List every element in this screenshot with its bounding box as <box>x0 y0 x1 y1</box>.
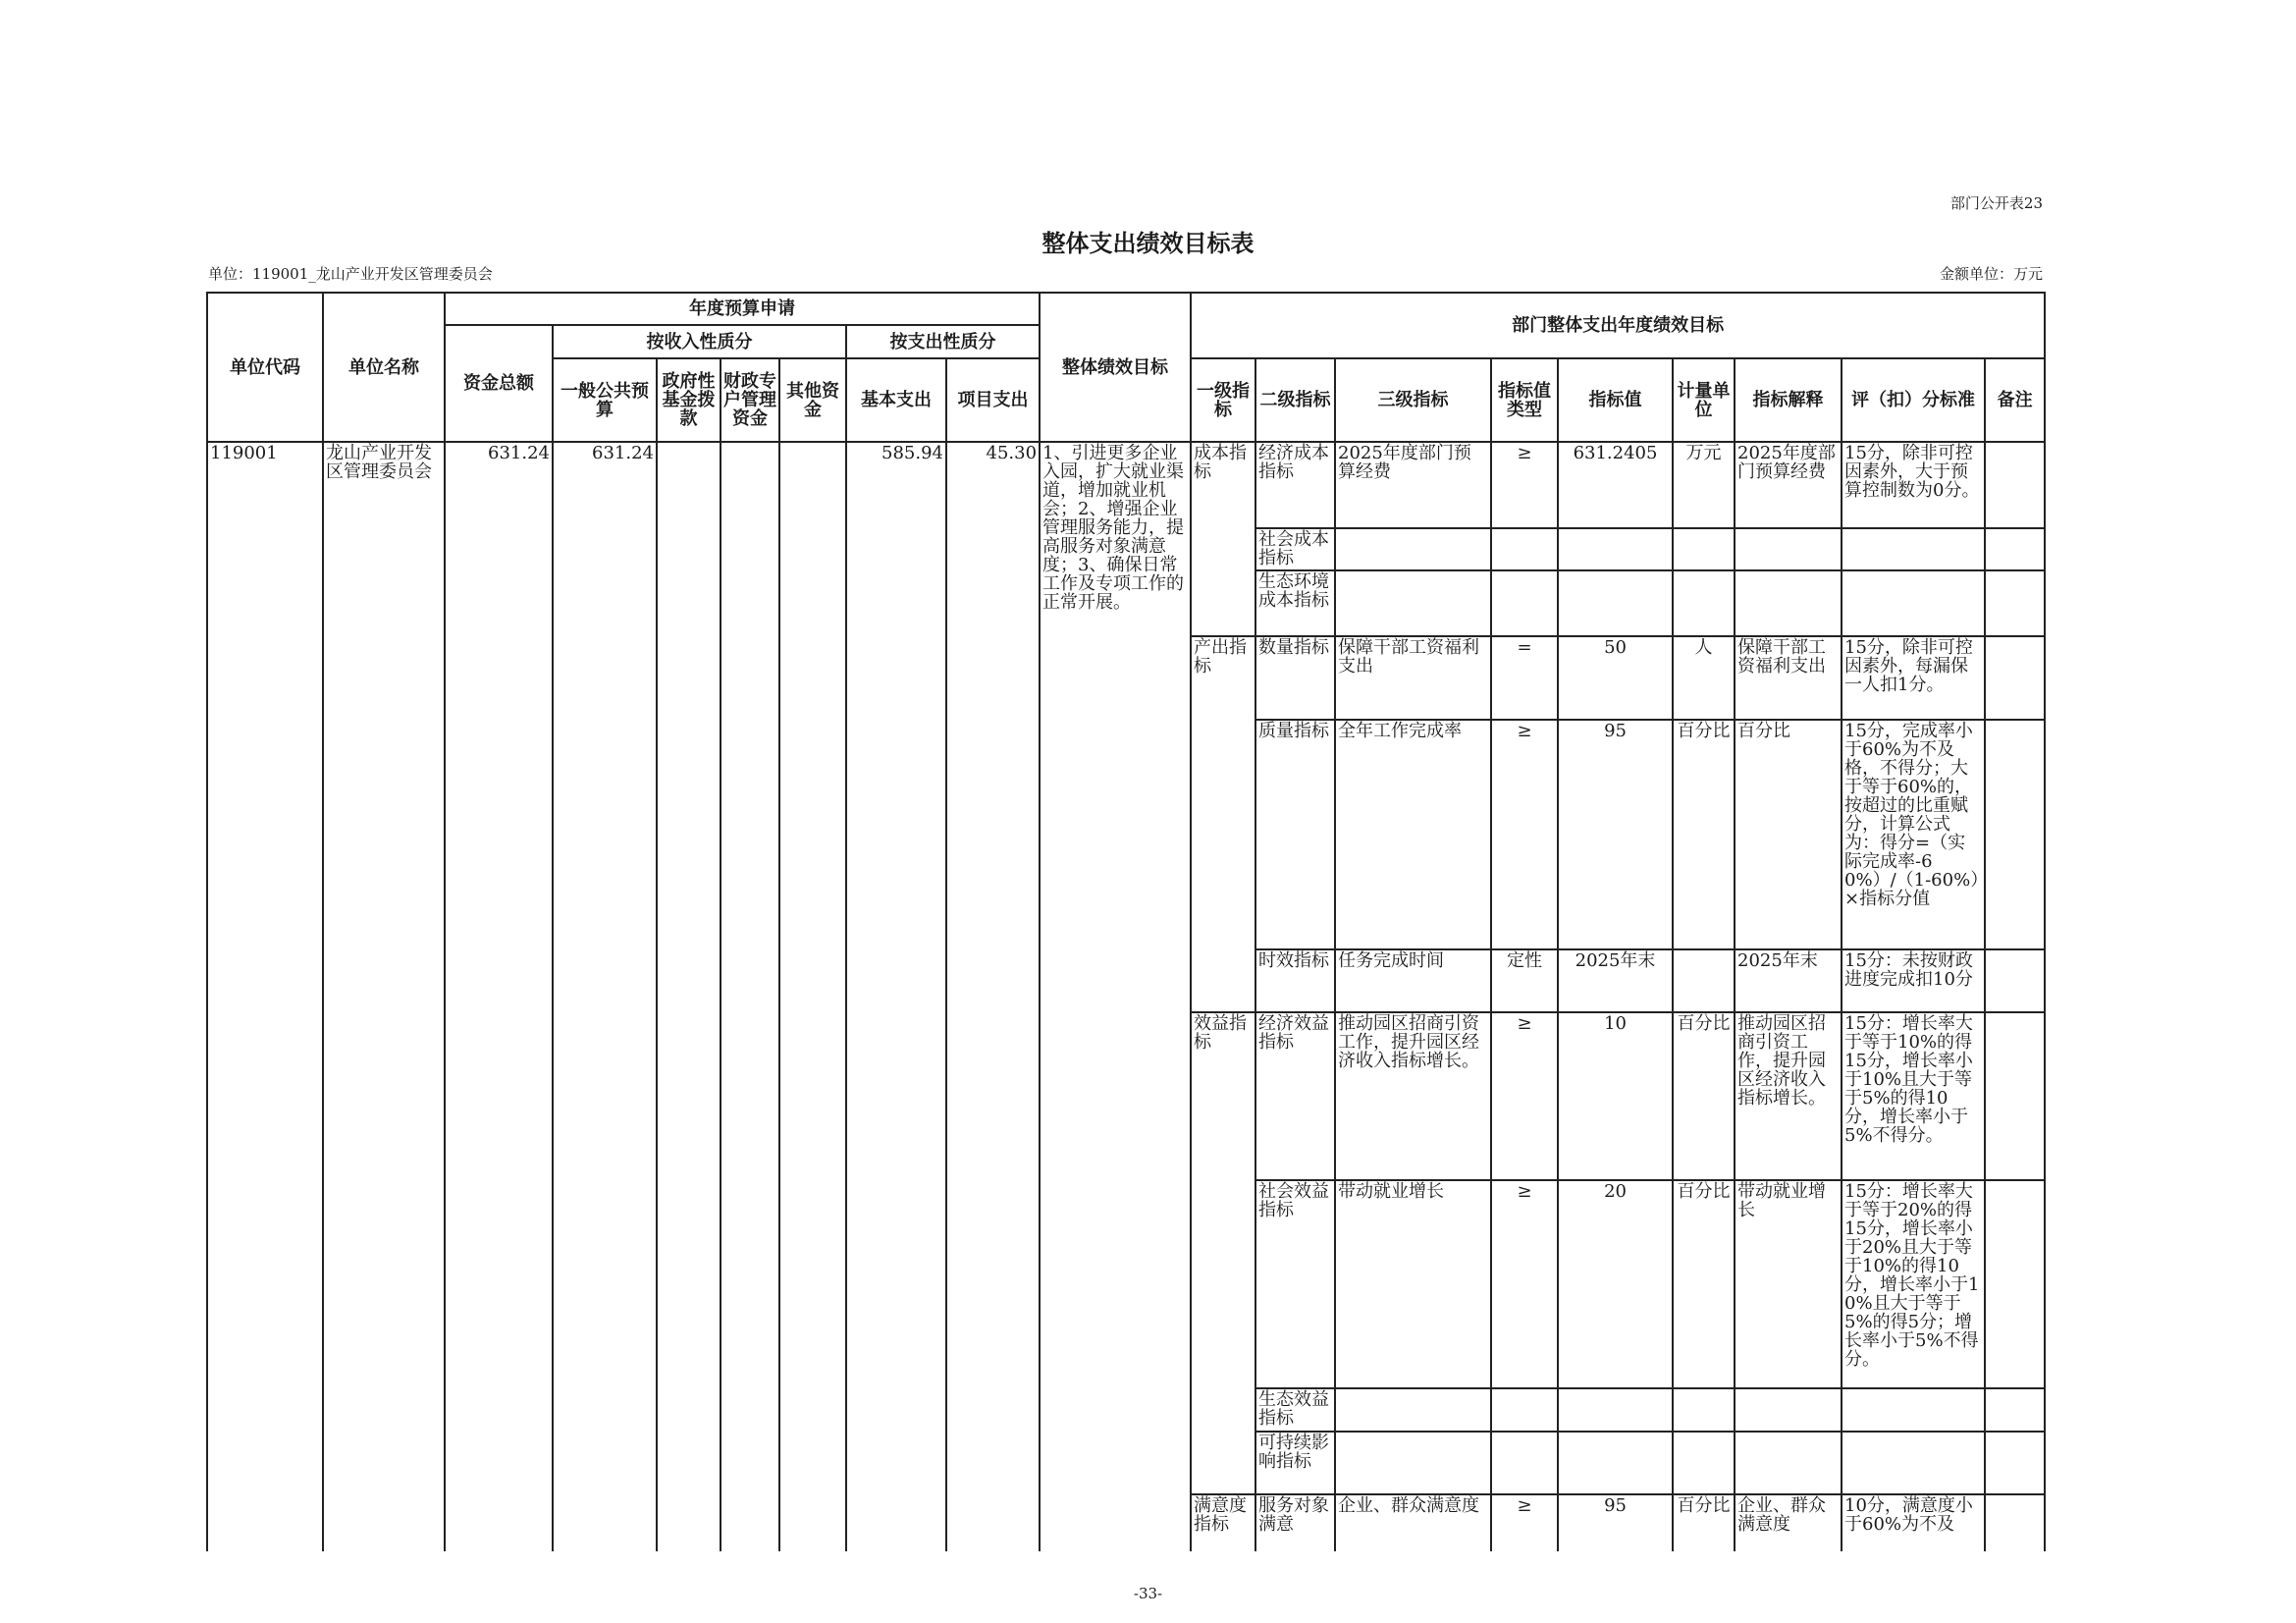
value-cell: 50 <box>1558 636 1673 720</box>
unit-cell <box>1673 949 1735 1012</box>
score-cell <box>1842 1388 1985 1432</box>
remark-cell <box>1985 636 2045 720</box>
remark-cell <box>1985 1388 2045 1432</box>
score-cell: 15分，除非可控因素外，每漏保一人扣1分。 <box>1842 636 1985 720</box>
header-other-fund: 其他资金 <box>779 358 846 442</box>
total-funds: 631.24 <box>445 442 553 1551</box>
type-cell: ≥ <box>1491 720 1558 949</box>
header-unit-code: 单位代码 <box>207 293 323 442</box>
type-cell: = <box>1491 636 1558 720</box>
score-cell: 10分，满意度小于60%为不及 <box>1842 1494 1985 1551</box>
table-row <box>207 442 2045 528</box>
header-gov-fund: 政府性基金拨款 <box>657 358 721 442</box>
special-fund <box>721 442 779 1551</box>
level2-cell: 服务对象满意 <box>1255 1494 1335 1551</box>
remark-cell <box>1985 1432 2045 1494</box>
level2-cell: 可持续影响指标 <box>1255 1432 1335 1494</box>
score-cell <box>1842 570 1985 636</box>
explain-cell: 2025年度部门预算经费 <box>1735 442 1842 528</box>
general-budget: 631.24 <box>553 442 657 1551</box>
remark-cell <box>1985 570 2045 636</box>
remark-cell <box>1985 442 2045 528</box>
header-remark: 备注 <box>1985 358 2045 442</box>
remark-cell <box>1985 1012 2045 1180</box>
explain-cell: 推动园区招商引资工作，提升园区经济收入指标增长。 <box>1735 1012 1842 1180</box>
gov-fund <box>657 442 721 1551</box>
unit-cell: 人 <box>1673 636 1735 720</box>
explain-cell <box>1735 1388 1842 1432</box>
value-cell <box>1558 1388 1673 1432</box>
value-cell: 95 <box>1558 720 1673 949</box>
header-value: 指标值 <box>1558 358 1673 442</box>
remark-cell <box>1985 1180 2045 1388</box>
header-overall-goal: 整体绩效目标 <box>1040 293 1191 442</box>
header-unit-name: 单位名称 <box>323 293 445 442</box>
header-project-expense: 项目支出 <box>946 358 1040 442</box>
unit-line: 单位：119001_龙山产业开发区管理委员会 <box>208 265 493 283</box>
type-cell: ≥ <box>1491 1012 1558 1180</box>
unit-code: 119001 <box>207 442 323 1551</box>
header-level3: 三级指标 <box>1335 358 1491 442</box>
level2-cell: 时效指标 <box>1255 949 1335 1012</box>
explain-cell <box>1735 1432 1842 1494</box>
level3-cell: 企业、群众满意度 <box>1335 1494 1491 1551</box>
header-value-type: 指标值类型 <box>1491 358 1558 442</box>
page-title: 整体支出绩效目标表 <box>1041 230 1255 257</box>
remark-cell <box>1985 720 2045 949</box>
value-cell: 631.2405 <box>1558 442 1673 528</box>
level2-cell: 数量指标 <box>1255 636 1335 720</box>
value-cell: 2025年末 <box>1558 949 1673 1012</box>
value-cell: 20 <box>1558 1180 1673 1388</box>
level3-cell: 带动就业增长 <box>1335 1180 1491 1388</box>
value-cell <box>1558 528 1673 570</box>
currency-unit-line: 金额单位：万元 <box>1939 265 2043 283</box>
level3-cell: 2025年度部门预算经费 <box>1335 442 1491 528</box>
header-annual-budget: 年度预算申请 <box>445 293 1040 325</box>
unit-cell <box>1673 1432 1735 1494</box>
level2-cell: 生态环境成本指标 <box>1255 570 1335 636</box>
explain-cell: 百分比 <box>1735 720 1842 949</box>
score-cell <box>1842 528 1985 570</box>
header-by-income: 按收入性质分 <box>553 325 846 358</box>
score-cell: 15分：未按财政进度完成扣10分 <box>1842 949 1985 1012</box>
level3-cell <box>1335 1388 1491 1432</box>
header-level2: 二级指标 <box>1255 358 1335 442</box>
level3-cell <box>1335 1432 1491 1494</box>
level2-cell: 质量指标 <box>1255 720 1335 949</box>
unit-cell <box>1673 528 1735 570</box>
level3-cell: 任务完成时间 <box>1335 949 1491 1012</box>
header-total-funds: 资金总额 <box>445 325 553 442</box>
unit-name: 龙山产业开发区管理委员会 <box>323 442 445 1551</box>
level2-cell: 经济效益指标 <box>1255 1012 1335 1180</box>
value-cell <box>1558 570 1673 636</box>
group-cost: 成本指标 <box>1191 442 1255 636</box>
explain-cell <box>1735 528 1842 570</box>
header-dept-goal: 部门整体支出年度绩效目标 <box>1191 293 2045 358</box>
other-fund <box>779 442 846 1551</box>
unit-cell: 百分比 <box>1673 720 1735 949</box>
performance-target-table <box>206 292 2046 1551</box>
header-special-fund: 财政专户管理资金 <box>721 358 779 442</box>
header-level1: 一级指标 <box>1191 358 1255 442</box>
level3-cell <box>1335 570 1491 636</box>
level2-cell: 社会效益指标 <box>1255 1180 1335 1388</box>
overall-goal: 1、引进更多企业入园，扩大就业渠道，增加就业机会；2、增强企业管理服务能力，提高服务对象满意度；3、确保日常工作及专项工作的正常开展。 <box>1040 442 1191 1551</box>
explain-cell: 保障干部工资福利支出 <box>1735 636 1842 720</box>
value-cell: 10 <box>1558 1012 1673 1180</box>
unit-cell: 百分比 <box>1673 1012 1735 1180</box>
remark-cell <box>1985 528 2045 570</box>
header-unit: 计量单位 <box>1673 358 1735 442</box>
score-cell: 15分：增长率大于等于20%的得15分，增长率小于20%且大于等于10%的得10分，增长率小于10%且大于等于5%的得5分；增长率小于5%不得分。 <box>1842 1180 1985 1388</box>
unit-cell <box>1673 570 1735 636</box>
type-cell: 定性 <box>1491 949 1558 1012</box>
header-by-expense: 按支出性质分 <box>846 325 1040 358</box>
explain-cell <box>1735 570 1842 636</box>
level2-cell: 社会成本指标 <box>1255 528 1335 570</box>
header-basic-expense: 基本支出 <box>846 358 946 442</box>
type-cell: ≥ <box>1491 1180 1558 1388</box>
value-cell <box>1558 1432 1673 1494</box>
unit-cell <box>1673 1388 1735 1432</box>
remark-cell <box>1985 949 2045 1012</box>
unit-cell: 万元 <box>1673 442 1735 528</box>
score-cell: 15分：增长率大于等于10%的得15分，增长率小于10%且大于等于5%的得10分，增长率小于5%不得分。 <box>1842 1012 1985 1180</box>
type-cell <box>1491 528 1558 570</box>
project-expense: 45.30 <box>946 442 1040 1551</box>
explain-cell: 企业、群众满意度 <box>1735 1494 1842 1551</box>
remark-cell <box>1985 1494 2045 1551</box>
value-cell: 95 <box>1558 1494 1673 1551</box>
level3-cell: 全年工作完成率 <box>1335 720 1491 949</box>
score-cell: 15分，完成率小于60%为不及格，不得分；大于等于60%的，按超过的比重赋分，计算公式为：得分=（实际完成率-60%）/（1-60%）×指标分值 <box>1842 720 1985 949</box>
table-number: 部门公开表23 <box>1949 194 2043 212</box>
level3-cell: 保障干部工资福利支出 <box>1335 636 1491 720</box>
header-general-budget: 一般公共预算 <box>553 358 657 442</box>
group-output: 产出指标 <box>1191 636 1255 1012</box>
type-cell <box>1491 570 1558 636</box>
unit-cell: 百分比 <box>1673 1494 1735 1551</box>
explain-cell: 2025年末 <box>1735 949 1842 1012</box>
level2-cell: 经济成本指标 <box>1255 442 1335 528</box>
group-satisfaction: 满意度指标 <box>1191 1494 1255 1551</box>
group-benefit: 效益指标 <box>1191 1012 1255 1494</box>
level2-cell: 生态效益指标 <box>1255 1388 1335 1432</box>
header-score-std: 评（扣）分标准 <box>1842 358 1985 442</box>
score-cell <box>1842 1432 1985 1494</box>
basic-expense: 585.94 <box>846 442 946 1551</box>
header-explain: 指标解释 <box>1735 358 1842 442</box>
unit-cell: 百分比 <box>1673 1180 1735 1388</box>
type-cell: ≥ <box>1491 1494 1558 1551</box>
level3-cell <box>1335 528 1491 570</box>
score-cell: 15分，除非可控因素外，大于预算控制数为0分。 <box>1842 442 1985 528</box>
explain-cell: 带动就业增长 <box>1735 1180 1842 1388</box>
type-cell: ≥ <box>1491 442 1558 528</box>
page-number: -33- <box>1133 1585 1163 1602</box>
type-cell <box>1491 1432 1558 1494</box>
level3-cell: 推动园区招商引资工作，提升园区经济收入指标增长。 <box>1335 1012 1491 1180</box>
type-cell <box>1491 1388 1558 1432</box>
